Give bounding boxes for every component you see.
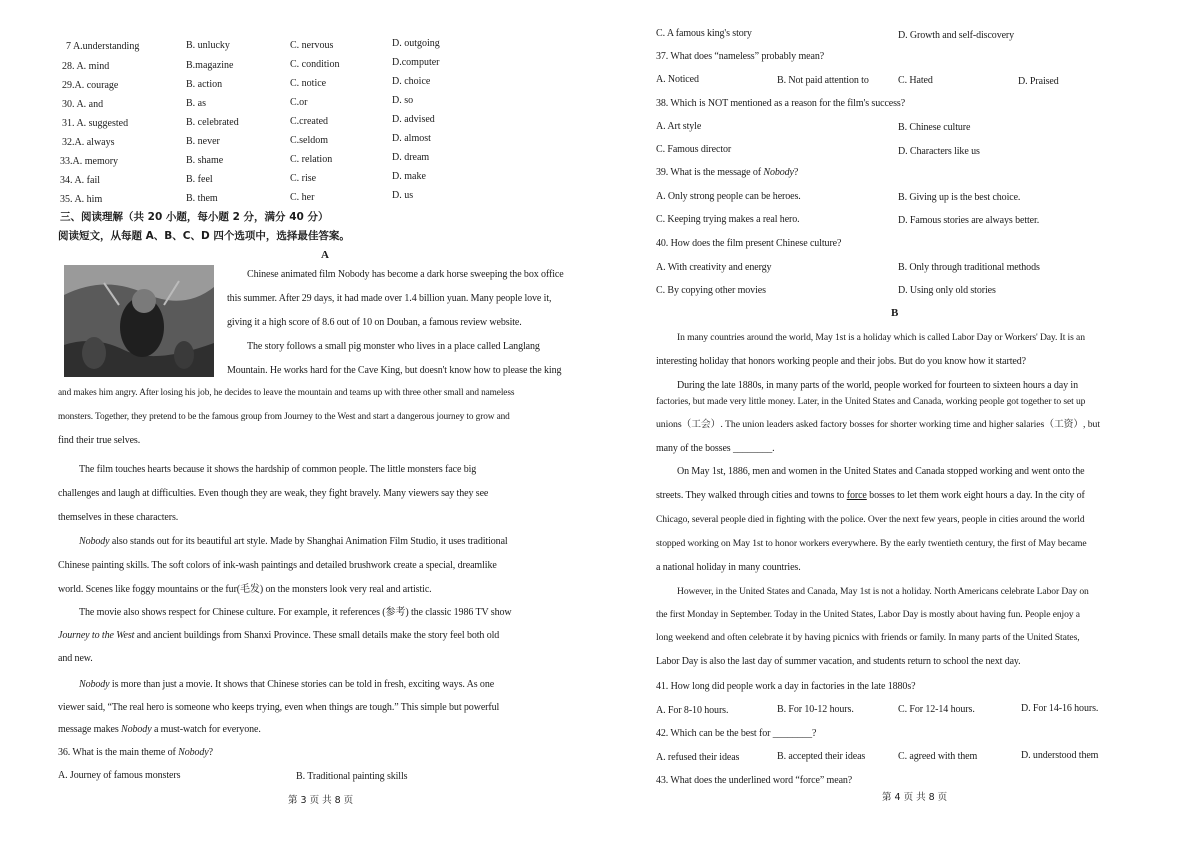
passage-b-line: During the late 1880s, in many parts of the world, people worked for fourteen to sixteen hours a day in — [677, 380, 1078, 391]
q42-option-c: C. agreed with them — [898, 751, 978, 762]
cloze-28-d: D.computer — [392, 57, 440, 68]
cloze-34-a: 34. A. fail — [60, 175, 100, 186]
film-still-image — [64, 265, 214, 377]
cloze-27-a: 7 A.understanding — [66, 41, 140, 52]
cloze-31-d: D. advised — [392, 114, 435, 125]
question-41: 41. How long did people work a day in factories in the late 1880s? — [656, 681, 916, 692]
q41-option-b: B. For 10-12 hours. — [777, 704, 854, 715]
passage-a-label: A — [321, 249, 329, 261]
cloze-30-b: B. as — [186, 98, 206, 109]
passage-a-line: Nobody also stands out for its beautiful art style. Made by Shanghai Animation Film Studio, it uses traditional — [79, 536, 508, 547]
q36-option-c: C. A famous king's story — [656, 28, 752, 39]
q39-option-a: A. Only strong people can be heroes. — [656, 191, 801, 202]
question-37: 37. What does “nameless” probably mean? — [656, 51, 825, 62]
q42-option-b: B. accepted their ideas — [777, 751, 866, 762]
passage-b-line: Chicago, several people died in fighting with the police. Over the next few years, people in cities around the world — [656, 514, 1085, 525]
passage-a-line: Journey to the West and ancient buildings from Shanxi Province. These small details make the story feel both old — [58, 630, 500, 641]
cloze-30-d: D. so — [392, 95, 414, 106]
q37-option-a: A. Noticed — [656, 74, 699, 85]
q41-option-c: C. For 12-14 hours. — [898, 704, 975, 715]
passage-a-line: Mountain. He works hard for the Cave King, but doesn't know how to please the king — [227, 365, 562, 376]
passage-b-label: B — [891, 307, 899, 319]
passage-a-line: Chinese painting skills. The soft colors of ink-wash paintings and detailed brushwork create a special, dreamlike — [58, 560, 497, 571]
cloze-32-c: C.seldom — [290, 135, 329, 146]
cloze-32-d: D. almost — [392, 133, 431, 144]
cloze-35-d: D. us — [392, 190, 414, 201]
cloze-35-a: 35. A. him — [60, 194, 103, 205]
passage-b-line: streets. They walked through cities and towns to force bosses to let them work eight hours a day. In the city of — [656, 490, 1085, 501]
page-footer-left: 第 3 页 共 8 页 — [288, 795, 354, 806]
cloze-30-c: C.or — [290, 97, 308, 108]
passage-a-line: themselves in these characters. — [58, 512, 179, 523]
q37-option-b: B. Not paid attention to — [777, 75, 869, 86]
q39-option-c: C. Keeping trying makes a real hero. — [656, 214, 800, 225]
q37-option-c: C. Hated — [898, 75, 933, 86]
cloze-35-b: B. them — [186, 193, 218, 204]
cloze-27-c: C. nervous — [290, 40, 334, 51]
passage-b-line: On May 1st, 1886, men and women in the United States and Canada stopped working and went onto the — [677, 466, 1085, 477]
passage-a-line: find their true selves. — [58, 435, 141, 446]
cloze-28-a: 28. A. mind — [62, 61, 110, 72]
passage-b-line: many of the bosses ________. — [656, 443, 775, 454]
passage-a-line: giving it a high score of 8.6 out of 10 on Douban, a famous review website. — [227, 317, 522, 328]
passage-a-line: this summer. After 29 days, it had made over 1.4 billion yuan. Many people love it, — [227, 293, 552, 304]
passage-b-line: a national holiday in many countries. — [656, 562, 801, 573]
cloze-27-d: D. outgoing — [392, 38, 440, 49]
cloze-34-d: D. make — [392, 171, 426, 182]
cloze-31-c: C.created — [290, 116, 329, 127]
passage-a-line: Chinese animated film Nobody has become a dark horse sweeping the box office — [247, 269, 564, 280]
q38-option-c: C. Famous director — [656, 144, 732, 155]
passage-a-line: message makes Nobody a must-watch for everyone. — [58, 724, 261, 735]
cloze-32-a: 32.A. always — [62, 137, 115, 148]
cloze-29-b: B. action — [186, 79, 223, 90]
q37-option-d: D. Praised — [1018, 76, 1059, 87]
passage-a-line: The story follows a small pig monster who lives in a place called Langlang — [247, 341, 540, 352]
cloze-33-b: B. shame — [186, 155, 224, 166]
passage-a-line: The movie also shows respect for Chinese culture. For example, it references (参考) the classic 1986 TV show — [79, 607, 512, 618]
cloze-33-d: D. dream — [392, 152, 430, 163]
q38-option-b: B. Chinese culture — [898, 122, 971, 133]
page-footer-right: 第 4 页 共 8 页 — [882, 792, 948, 803]
q40-option-a: A. With creativity and energy — [656, 262, 772, 273]
q42-option-d: D. understood them — [1021, 750, 1099, 761]
cloze-33-a: 33.A. memory — [60, 156, 119, 167]
passage-b-line: long weekend and often celebrate it by having picnics with friends or family. In many parts of the United States, — [656, 632, 1080, 643]
passage-a-line: challenges and laugh at difficulties. Even though they are weak, they fight bravely. Many viewers say they see — [58, 488, 489, 499]
section-instruction: 阅读短文，从每题 A、B、C、D 四个选项中，选择最佳答案。 — [58, 230, 350, 242]
passage-b-line: unions（工会）. The union leaders asked factory bosses for shorter working time and higher salaries（工资）, but — [656, 419, 1100, 430]
q42-option-a: A. refused their ideas — [656, 752, 740, 763]
question-42: 42. Which can be the best for ________? — [656, 728, 817, 739]
passage-a-line: The film touches hearts because it shows the hardship of common people. The little monsters face big — [79, 464, 477, 475]
passage-b-line: factories, but made very little money. Later, in the United States and Canada, working people got together to set up — [656, 396, 1086, 407]
underlined-force: force — [846, 490, 867, 501]
q39-option-d: D. Famous stories are always better. — [898, 215, 1040, 226]
q38-option-a: A. Art style — [656, 121, 702, 132]
passage-b-line: interesting holiday that honors working people and their jobs. But do you know how it started? — [656, 356, 1026, 367]
cloze-28-b: B.magazine — [186, 60, 234, 71]
q40-option-b: B. Only through traditional methods — [898, 262, 1040, 273]
passage-a-line: Nobody is more than just a movie. It shows that Chinese stories can be told in fresh, exciting ways. As one — [79, 679, 495, 690]
question-38: 38. Which is NOT mentioned as a reason for the film's success? — [656, 98, 906, 109]
q36-option-b: B. Traditional painting skills — [296, 771, 408, 782]
cloze-33-c: C. relation — [290, 154, 333, 165]
q40-option-c: C. By copying other movies — [656, 285, 766, 296]
cloze-29-d: D. choice — [392, 76, 431, 87]
passage-a-line: viewer said, “The real hero is someone who keeps trying, even when things are tough.” This simple but powerful — [58, 702, 500, 713]
passage-b-line: In many countries around the world, May 1st is a holiday which is called Labor Day or Workers' Day. It is an — [677, 332, 1085, 343]
cloze-30-a: 30. A. and — [62, 99, 104, 110]
cloze-34-b: B. feel — [186, 174, 213, 185]
passage-a-line: and makes him angry. After losing his job, he decides to leave the mountain and teams up with three other small and nameless — [58, 388, 515, 398]
passage-b-line: stopped working on May 1st to honor workers everywhere. By the early twentieth century, the first of May became — [656, 538, 1087, 549]
cloze-34-c: C. rise — [290, 173, 317, 184]
question-36: 36. What is the main theme of Nobody? — [58, 747, 213, 758]
cloze-32-b: B. never — [186, 136, 220, 147]
cloze-35-c: C. her — [290, 192, 315, 203]
q40-option-d: D. Using only old stories — [898, 285, 996, 296]
question-43: 43. What does the underlined word “force” mean? — [656, 775, 853, 786]
question-40: 40. How does the film present Chinese culture? — [656, 238, 842, 249]
passage-b-line: However, in the United States and Canada, May 1st is not a holiday. North Americans celebrate Labor Day on — [677, 586, 1089, 597]
cloze-31-b: B. celebrated — [186, 117, 239, 128]
q39-option-b: B. Giving up is the best choice. — [898, 192, 1021, 203]
q41-option-a: A. For 8-10 hours. — [656, 705, 729, 716]
cloze-27-b: B. unlucky — [186, 40, 230, 51]
cloze-28-c: C. condition — [290, 59, 340, 70]
passage-b-line: the first Monday in September. Today in the United States, Labor Day is mostly about having fun. People enjoy a — [656, 609, 1080, 620]
passage-a-line: and new. — [58, 653, 93, 664]
cloze-29-a: 29.A. courage — [62, 80, 119, 91]
cloze-31-a: 31. A. suggested — [62, 118, 129, 129]
passage-b-line: Labor Day is also the last day of summer vacation, and students return to school the next day. — [656, 656, 1021, 667]
q38-option-d: D. Characters like us — [898, 146, 980, 157]
q36-option-d: D. Growth and self-discovery — [898, 30, 1015, 41]
passage-a-line: world. Scenes like foggy mountains or the fur(毛发) on the monsters look very real and artistic. — [58, 584, 432, 595]
section-title: 三、阅读理解（共 20 小题，每小题 2 分，满分 40 分） — [60, 211, 329, 223]
q36-option-a: A. Journey of famous monsters — [58, 770, 181, 781]
question-39: 39. What is the message of Nobody? — [656, 167, 799, 178]
passage-a-line: monsters. Together, they pretend to be the famous group from Journey to the West and start a dangerous journey to grow and — [58, 412, 510, 422]
q41-option-d: D. For 14-16 hours. — [1021, 703, 1099, 714]
cloze-29-c: C. notice — [290, 78, 327, 89]
